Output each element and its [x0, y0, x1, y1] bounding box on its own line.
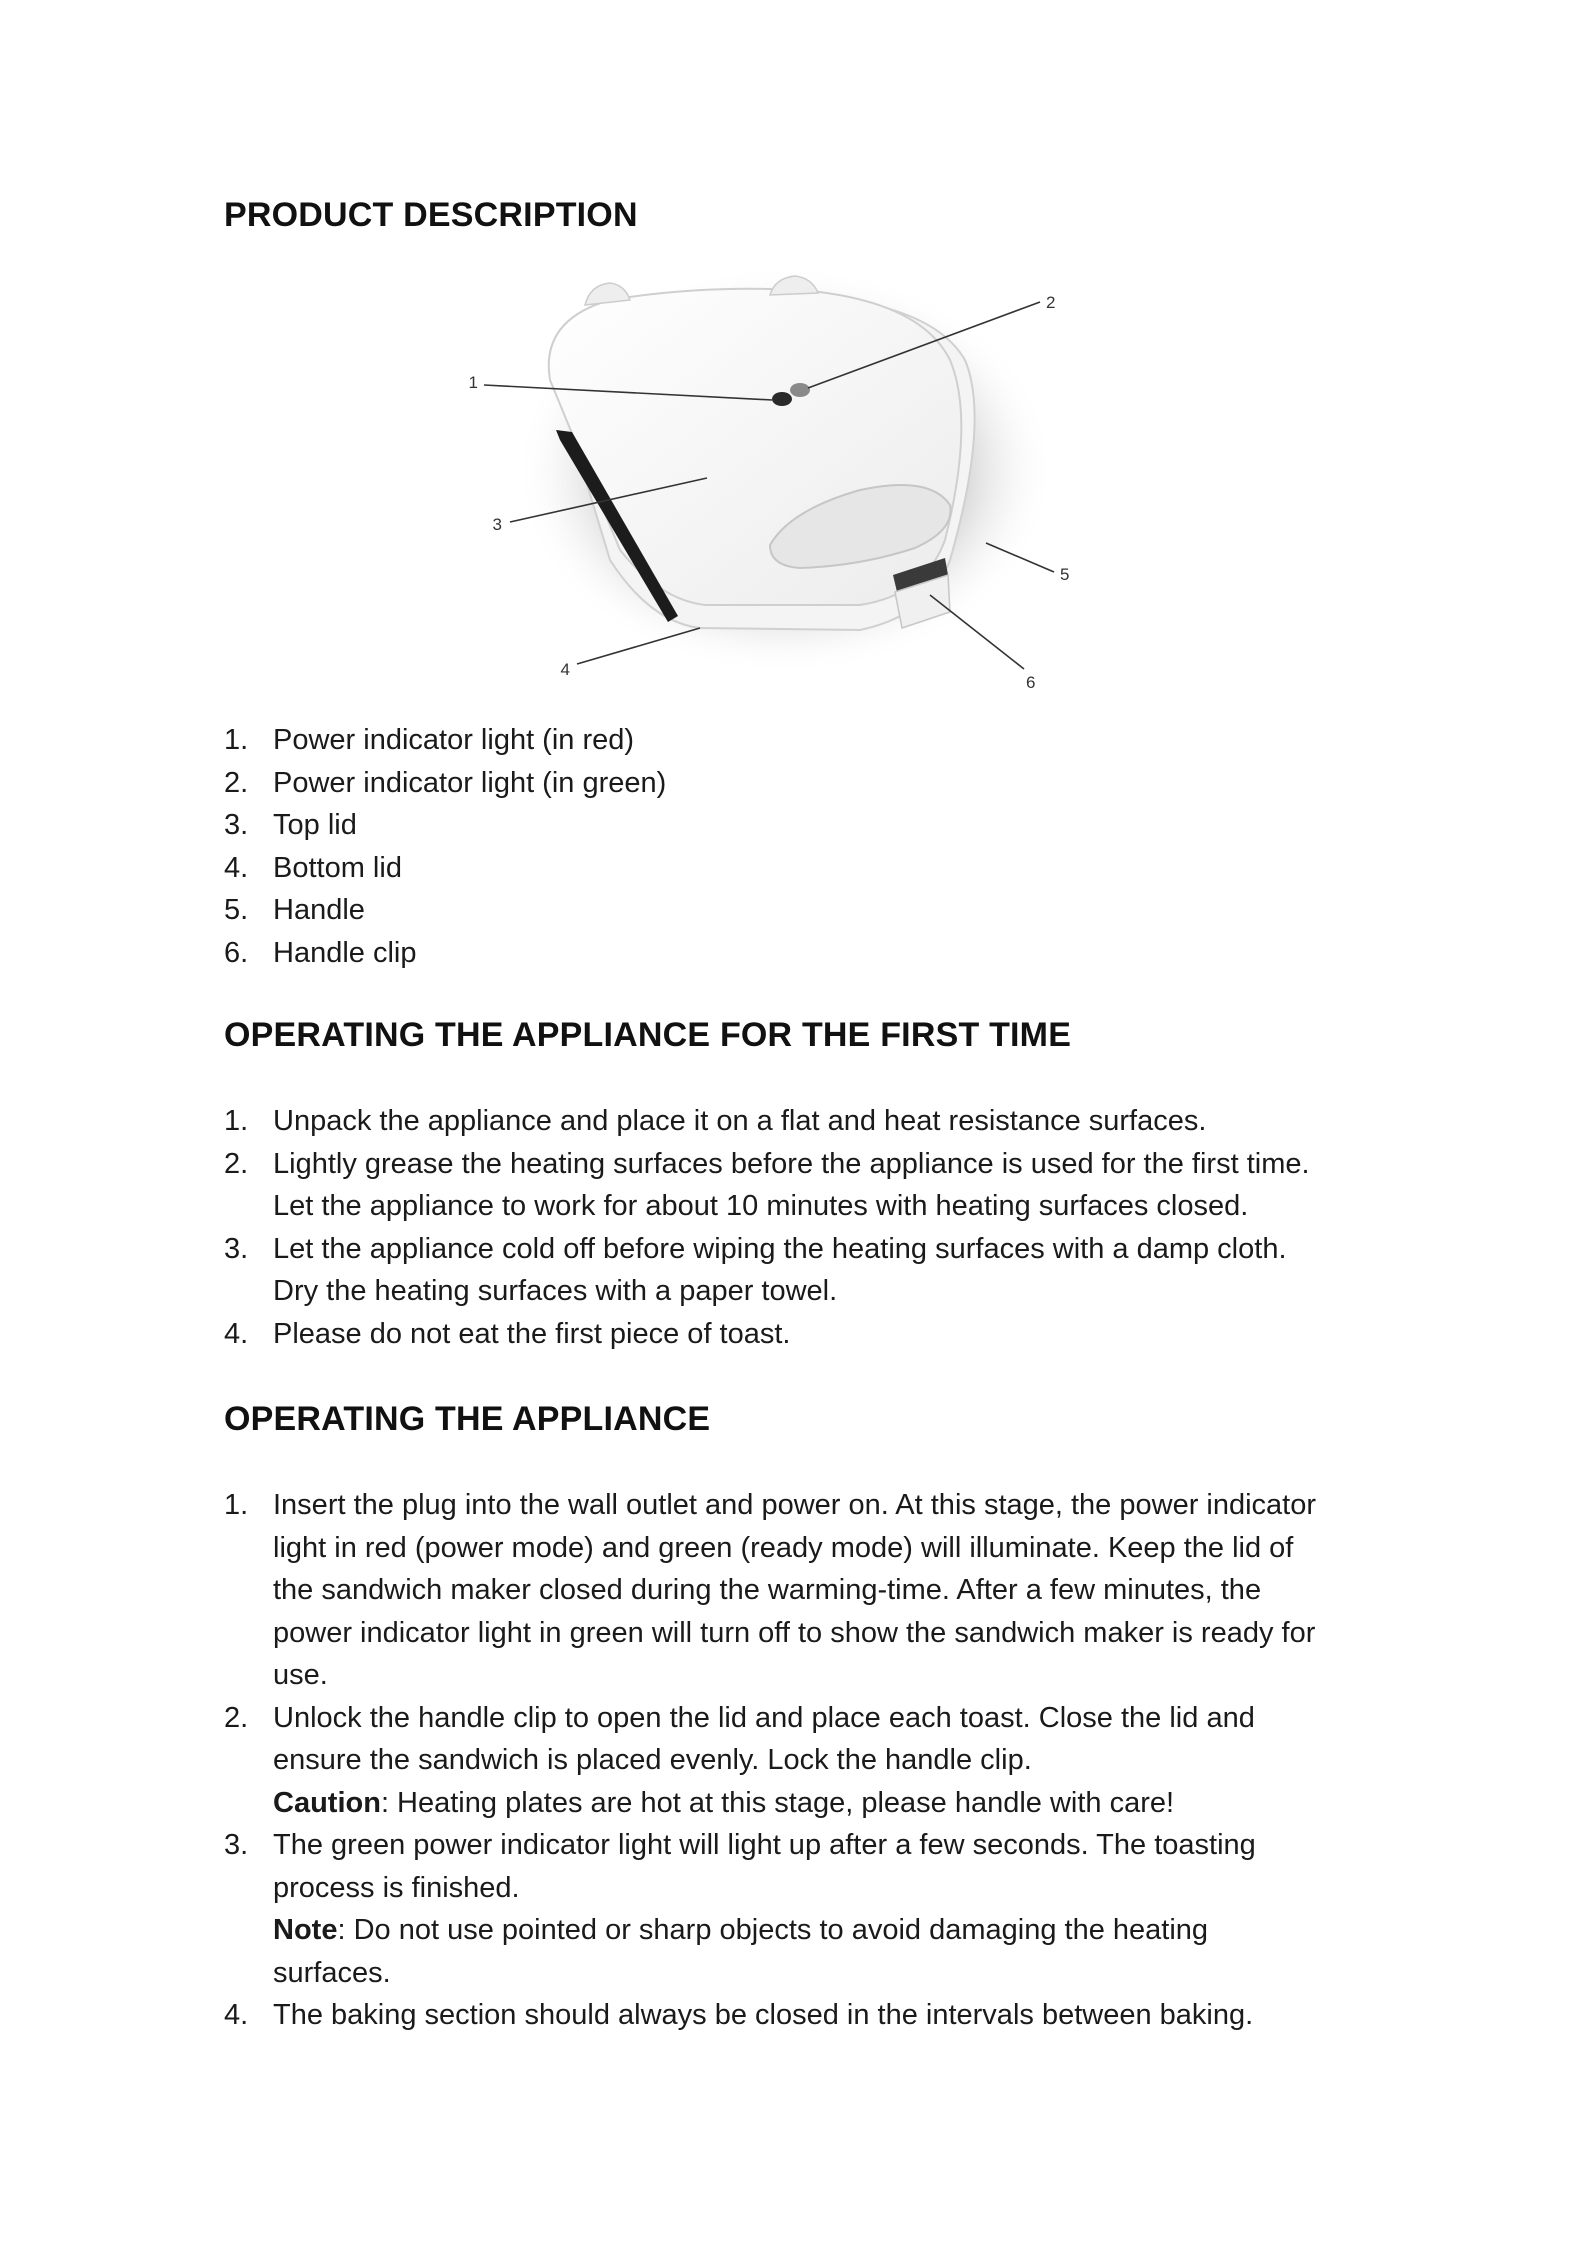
list-number: 2.	[224, 766, 249, 799]
list-number: 3.	[224, 1829, 249, 1861]
first-time-steps	[224, 1100, 1354, 1355]
caution-label: Caution	[273, 1786, 381, 1819]
step-text: process is finished.	[273, 1871, 520, 1904]
callout-6: 6	[1026, 673, 1036, 692]
list-item	[224, 1228, 1354, 1313]
step-text: Dry the heating surfaces with a paper towel.	[273, 1275, 838, 1307]
note-text: : Do not use pointed or sharp objects to avoid damaging the heating	[337, 1914, 1209, 1946]
part-label: Power indicator light (in green)	[273, 766, 667, 799]
step-text: Lightly grease the heating surfaces before the appliance is used for the first time.	[273, 1147, 1310, 1180]
list-item	[224, 804, 1354, 847]
list-item	[224, 1824, 1354, 1994]
step-text: Let the appliance cold off before wiping the heating surfaces with a damp cloth.	[273, 1232, 1287, 1265]
step-text: Let the appliance to work for about 10 minutes with heating surfaces closed.	[273, 1190, 1249, 1222]
heading-product-description: PRODUCT DESCRIPTION	[224, 196, 638, 234]
step-text: Please do not eat the first piece of toast.	[273, 1317, 791, 1350]
list-item	[224, 1484, 1354, 1697]
step-text: The green power indicator light will light up after a few seconds. The toasting	[273, 1829, 1256, 1861]
note	[273, 1909, 1354, 1952]
part-label: Top lid	[273, 809, 357, 841]
step-text: use.	[273, 1659, 328, 1691]
callout-1: 1	[468, 373, 478, 392]
caution-note	[273, 1782, 1354, 1825]
list-item	[224, 719, 1354, 762]
list-number: 4.	[224, 1317, 249, 1350]
callout-5: 5	[1060, 565, 1070, 584]
list-number: 2.	[224, 1147, 249, 1180]
part-label: Handle clip	[273, 936, 417, 969]
list-item	[224, 762, 1354, 805]
operating-steps	[224, 1484, 1354, 2037]
step-text: light in red (power mode) and green (ready mode) will illuminate. Keep the lid of	[273, 1531, 1294, 1564]
heading-operating: OPERATING THE APPLIANCE	[224, 1400, 711, 1438]
heading-first-time: OPERATING THE APPLIANCE FOR THE FIRST TIME	[224, 1016, 1072, 1054]
red-light-shape	[772, 392, 792, 406]
green-light-shape	[790, 383, 810, 397]
parts-list	[224, 719, 1354, 974]
step-text: Insert the plug into the wall outlet and power on. At this stage, the power indicator	[273, 1489, 1317, 1521]
step-text: The baking section should always be closed in the intervals between baking.	[273, 1999, 1254, 2031]
step-text: Unlock the handle clip to open the lid and place each toast. Close the lid and	[273, 1701, 1255, 1734]
list-item	[224, 1697, 1354, 1825]
list-number: 1.	[224, 1489, 249, 1521]
step-text: ensure the sandwich is placed evenly. Lock the handle clip.	[273, 1744, 1032, 1776]
step-text: the sandwich maker closed during the warming-time. After a few minutes, the	[273, 1574, 1262, 1606]
list-item	[224, 1313, 1354, 1356]
part-label: Bottom lid	[273, 851, 402, 884]
list-item	[224, 932, 1354, 975]
step-text: Unpack the appliance and place it on a flat and heat resistance surfaces.	[273, 1105, 1207, 1137]
list-item	[224, 1100, 1354, 1143]
sandwich-maker-illustration	[0, 0, 1588, 720]
list-number: 4.	[224, 1999, 249, 2031]
list-number: 4.	[224, 851, 249, 884]
note-text-continued: surfaces.	[273, 1956, 391, 1989]
list-number: 6.	[224, 936, 249, 969]
list-item	[224, 847, 1354, 890]
list-item	[224, 889, 1354, 932]
list-number: 3.	[224, 809, 249, 841]
callout-3: 3	[492, 515, 502, 534]
list-number: 1.	[224, 724, 249, 756]
callout-2: 2	[1046, 293, 1056, 312]
list-number: 2.	[224, 1701, 249, 1734]
callout-4: 4	[560, 660, 570, 679]
list-item	[224, 1143, 1354, 1228]
part-label: Handle	[273, 894, 365, 926]
caution-text: : Heating plates are hot at this stage, please handle with care!	[380, 1786, 1175, 1819]
step-text: power indicator light in green will turn off to show the sandwich maker is ready for	[273, 1616, 1316, 1649]
part-label: Power indicator light (in red)	[273, 724, 635, 756]
list-number: 1.	[224, 1105, 249, 1137]
list-number: 5.	[224, 894, 249, 926]
note-label: Note	[273, 1914, 338, 1946]
list-item	[224, 1994, 1354, 2037]
list-number: 3.	[224, 1232, 249, 1265]
